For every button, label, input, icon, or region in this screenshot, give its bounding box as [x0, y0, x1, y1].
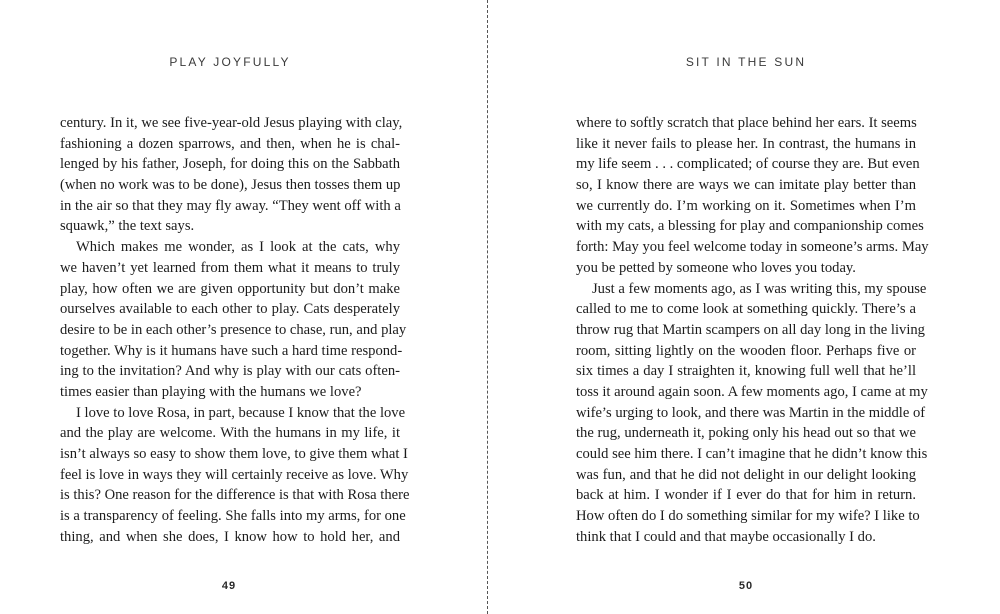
- text-line: the rug, underneath it, poking only his head out so that we: [576, 425, 916, 442]
- right-page-body-text: [576, 113, 929, 547]
- gutter-divider: [487, 0, 488, 614]
- text-line: play, how often we are given opportunity but don’t make: [60, 280, 400, 297]
- running-head-left: PLAY JOYFULLY: [169, 55, 291, 69]
- text-line: How often do I do something similar for my wife? I like to: [576, 508, 920, 525]
- page-number-right: 50: [738, 580, 754, 592]
- text-line: was fun, and that he did not delight in our delight looking: [576, 466, 916, 483]
- text-line: six times a day I straighten it, knowing full well that he’ll: [576, 363, 916, 380]
- text-line: wife’s urging to look, and there was Martin in the middle of: [576, 404, 926, 421]
- text-line: squawk,” the text says.: [60, 218, 195, 235]
- text-line: desire to be in each other’s presence to chase, run, and play: [60, 321, 407, 338]
- text-line: lenged by his father, Joseph, for doing this on the Sabbath: [60, 156, 400, 173]
- text-line: like it never fails to please her. In contrast, the humans in: [576, 135, 916, 152]
- text-line: is this? One reason for the difference is that with Rosa there: [60, 487, 410, 504]
- text-line: fashioning a dozen sparrows, and then, when he is chal-: [60, 135, 400, 152]
- page-number-left: 49: [221, 580, 237, 592]
- text-line: Which makes me wonder, as I look at the cats, why: [76, 239, 400, 256]
- text-line: I love to love Rosa, in part, because I know that the love: [76, 404, 406, 421]
- text-line: back at him. I wonder if I ever do that for him in return.: [576, 487, 916, 504]
- text-line: thing, and when she does, I know how to hold her, and: [60, 528, 400, 545]
- left-page-body-text: [60, 113, 410, 547]
- text-line: so, I know there are ways we can imitate play better than: [576, 177, 916, 194]
- text-line: toss it around again soon. A few moments ago, I came at my: [576, 383, 928, 400]
- text-line: times easier than playing with the humans we love?: [60, 383, 362, 400]
- text-line: room, sitting lightly on the wooden floor. Perhaps five or: [576, 342, 916, 359]
- text-line: ing to the invitation? And why is play with our cats often-: [60, 363, 400, 380]
- text-line: we haven’t yet learned from them what it means to truly: [60, 259, 400, 276]
- text-line: with my cats, a blessing for play and companionship comes: [576, 218, 924, 235]
- text-line: we currently do. I’m working on it. Sometimes when I’m: [576, 197, 916, 214]
- text-line: (when no work was to be done), Jesus then tosses them up: [60, 177, 401, 194]
- text-line: is a transparency of feeling. She falls into my arms, for one: [60, 508, 406, 525]
- text-line: in the air so that they may fly away. “They went off with a: [60, 197, 401, 214]
- text-line: together. Why is it humans have such a hard time respond-: [60, 342, 403, 359]
- text-line: could see him there. I can’t imagine that he didn’t know this: [576, 446, 928, 462]
- right-page: [500, 0, 1000, 614]
- text-line: century. In it, we see five-year-old Jesus playing with clay,: [60, 115, 403, 131]
- text-line: my life seem . . . complicated; of course they are. But even: [576, 156, 920, 173]
- running-head-right: SIT IN THE SUN: [685, 55, 807, 69]
- text-line: and the play are welcome. With the humans in my life, it: [60, 425, 400, 442]
- text-line: you be petted by someone who loves you today.: [576, 259, 856, 276]
- text-line: isn’t always so easy to show them love, to give them what I: [60, 446, 408, 462]
- text-line: feel is love in ways they will certainly receive as love. Why: [60, 466, 409, 483]
- text-line: ourselves available to each other to play. Cats desperately: [60, 301, 400, 318]
- text-line: forth: May you feel welcome today in someone’s arms. May: [576, 239, 929, 256]
- text-line: where to softly scratch that place behind her ears. It seems: [576, 115, 917, 131]
- text-line: called to me to come look at something quickly. There’s a: [576, 301, 916, 318]
- text-line: throw rug that Martin scampers on all day long in the living: [576, 321, 925, 338]
- text-line: Just a few moments ago, as I was writing this, my spouse: [592, 280, 927, 297]
- text-line: think that I could and that maybe occasionally I do.: [576, 528, 876, 545]
